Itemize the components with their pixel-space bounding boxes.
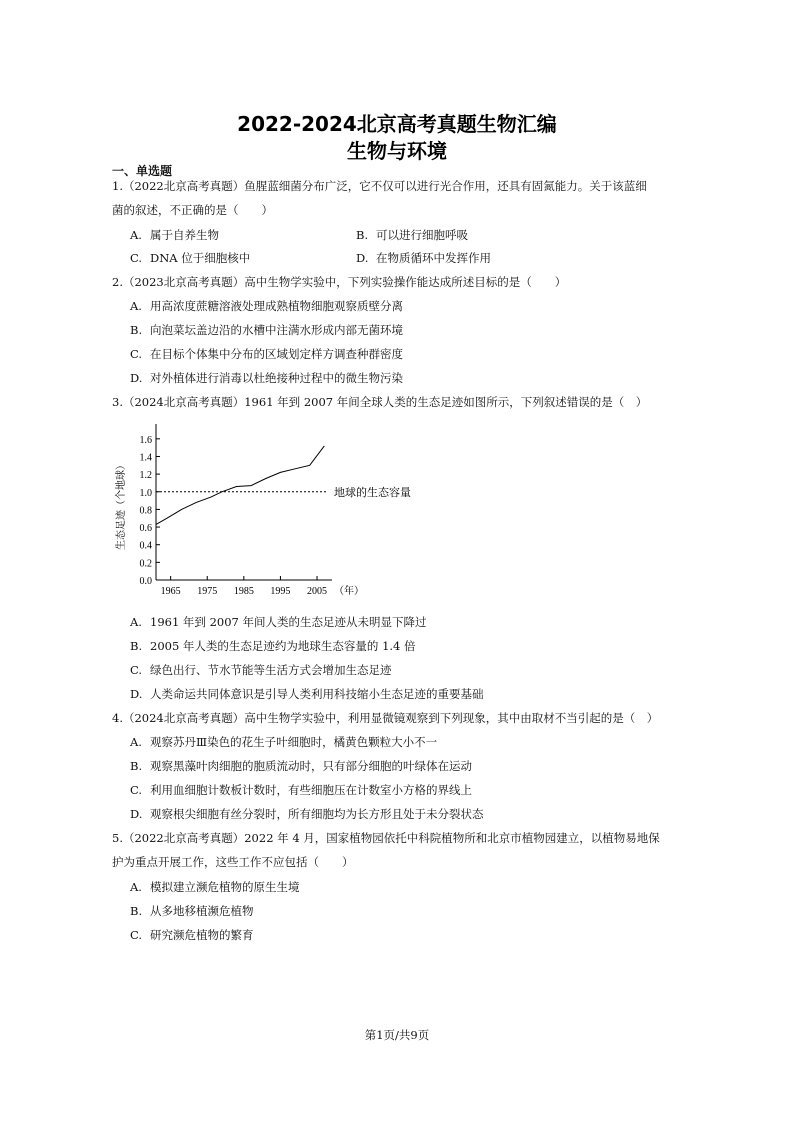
- question-2-option-b: B. 向泡菜坛盖边沿的水槽中注满水形成内部无菌环境: [130, 323, 403, 337]
- section-heading: 一、单选题: [112, 164, 173, 178]
- question-4-option-a: A. 观察苏丹Ⅲ染色的花生子叶细胞时，橘黄色颗粒大小不一: [130, 735, 438, 749]
- x-tick-label: 1985: [233, 586, 254, 597]
- question-5-option-a: A. 模拟建立濒危植物的原生生境: [130, 880, 300, 894]
- y-axis-label: 生态足迹（个地球）: [116, 460, 127, 550]
- question-3-option-c: C. 绿色出行、节水节能等生活方式会增加生态足迹: [130, 663, 392, 677]
- question-4-option-d: D. 观察根尖细胞有丝分裂时，所有细胞均为长方形且处于未分裂状态: [130, 807, 484, 821]
- x-axis-label: （年）: [334, 586, 364, 597]
- chart-plot-area: [114, 424, 411, 597]
- question-5-stem: 5.（2022北京高考真题）2022 年 4 月，国家植物园依托中科院植物所和北京市植物园建立，以植物易地保: [112, 831, 660, 845]
- question-3-option-d: D. 人类命运共同体意识是引导人类利用科技缩小生态足迹的重要基础: [130, 687, 484, 701]
- y-tick-label: 1.2: [139, 470, 152, 482]
- y-tick-label: 0.4: [139, 540, 152, 552]
- x-tick-label: 1995: [270, 586, 291, 597]
- y-tick-label: 0.2: [139, 558, 152, 570]
- footprint-series-line: [156, 446, 324, 525]
- x-tick-label: 2005: [307, 586, 328, 597]
- page-number: 第1页/共9页: [364, 1028, 430, 1042]
- y-tick-label: 0.6: [139, 523, 152, 535]
- y-tick-label: 1.6: [139, 434, 152, 446]
- question-5-option-b: B. 从多地移植濒危植物: [130, 904, 254, 918]
- question-1-stem: 菌的叙述，不正确的是（ ）: [112, 203, 273, 217]
- question-2-option-a: A. 用高浓度蔗糖溶液处理成熟植物细胞观察质壁分离: [130, 299, 403, 313]
- question-1-stem: 1.（2022北京高考真题）鱼腥蓝细菌分布广泛，它不仅可以进行光合作用，还具有固氮能力。关于该蓝细: [112, 179, 647, 193]
- y-tick-label: 0.0: [139, 576, 152, 587]
- question-4-option-b: B. 观察黑藻叶肉细胞的胞质流动时，只有部分细胞的叶绿体在运动: [130, 759, 472, 773]
- question-2-option-d: D. 对外植体进行消毒以杜绝接种过程中的微生物污染: [130, 371, 403, 385]
- question-3-option-a: A. 1961 年到 2007 年间人类的生态足迹从未明显下降过: [130, 615, 427, 629]
- document-subtitle: 生物与环境: [347, 139, 447, 163]
- question-2-stem: 2.（2023北京高考真题）高中生物学实验中，下列实验操作能达成所述目标的是（ ）: [112, 275, 567, 289]
- document-title: 2022-2024北京高考真题生物汇编: [237, 112, 557, 136]
- question-1-option-b: B. 可以进行细胞呼吸: [356, 228, 468, 242]
- question-1-option-d: D. 在物质循环中发挥作用: [356, 251, 491, 265]
- y-tick-label: 0.8: [139, 505, 152, 517]
- ecological-footprint-chart: [112, 418, 432, 598]
- question-3-stem: 3.（2024北京高考真题）1961 年到 2007 年间全球人类的生态足迹如图所示，下列叙述错误的是（ ）: [112, 395, 648, 409]
- question-1-option-c: C. DNA 位于细胞核中: [130, 251, 251, 265]
- question-4-stem: 4.（2024北京高考真题）高中生物学实验中，利用显微镜观察到下列现象，其中由取材不当引起的是（ ）: [112, 711, 659, 725]
- x-tick-label: 1965: [160, 586, 181, 597]
- y-tick-label: 1.0: [139, 487, 152, 499]
- x-tick-label: 1975: [197, 586, 218, 597]
- question-4-option-c: C. 利用血细胞计数板计数时，有些细胞压在计数室小方格的界线上: [130, 783, 472, 797]
- question-3-option-b: B. 2005 年人类的生态足迹约为地球生态容量的 1.4 倍: [130, 639, 416, 653]
- question-5-option-c: C. 研究濒危植物的繁育: [130, 928, 254, 942]
- question-5-stem: 护为重点开展工作，这些工作不应包括（ ）: [112, 855, 354, 869]
- question-1-option-a: A. 属于自养生物: [130, 228, 219, 242]
- y-tick-label: 1.4: [139, 452, 152, 464]
- question-2-option-c: C. 在目标个体集中分布的区域划定样方调查种群密度: [130, 347, 403, 361]
- reference-line-label: 地球的生态容量: [334, 486, 411, 499]
